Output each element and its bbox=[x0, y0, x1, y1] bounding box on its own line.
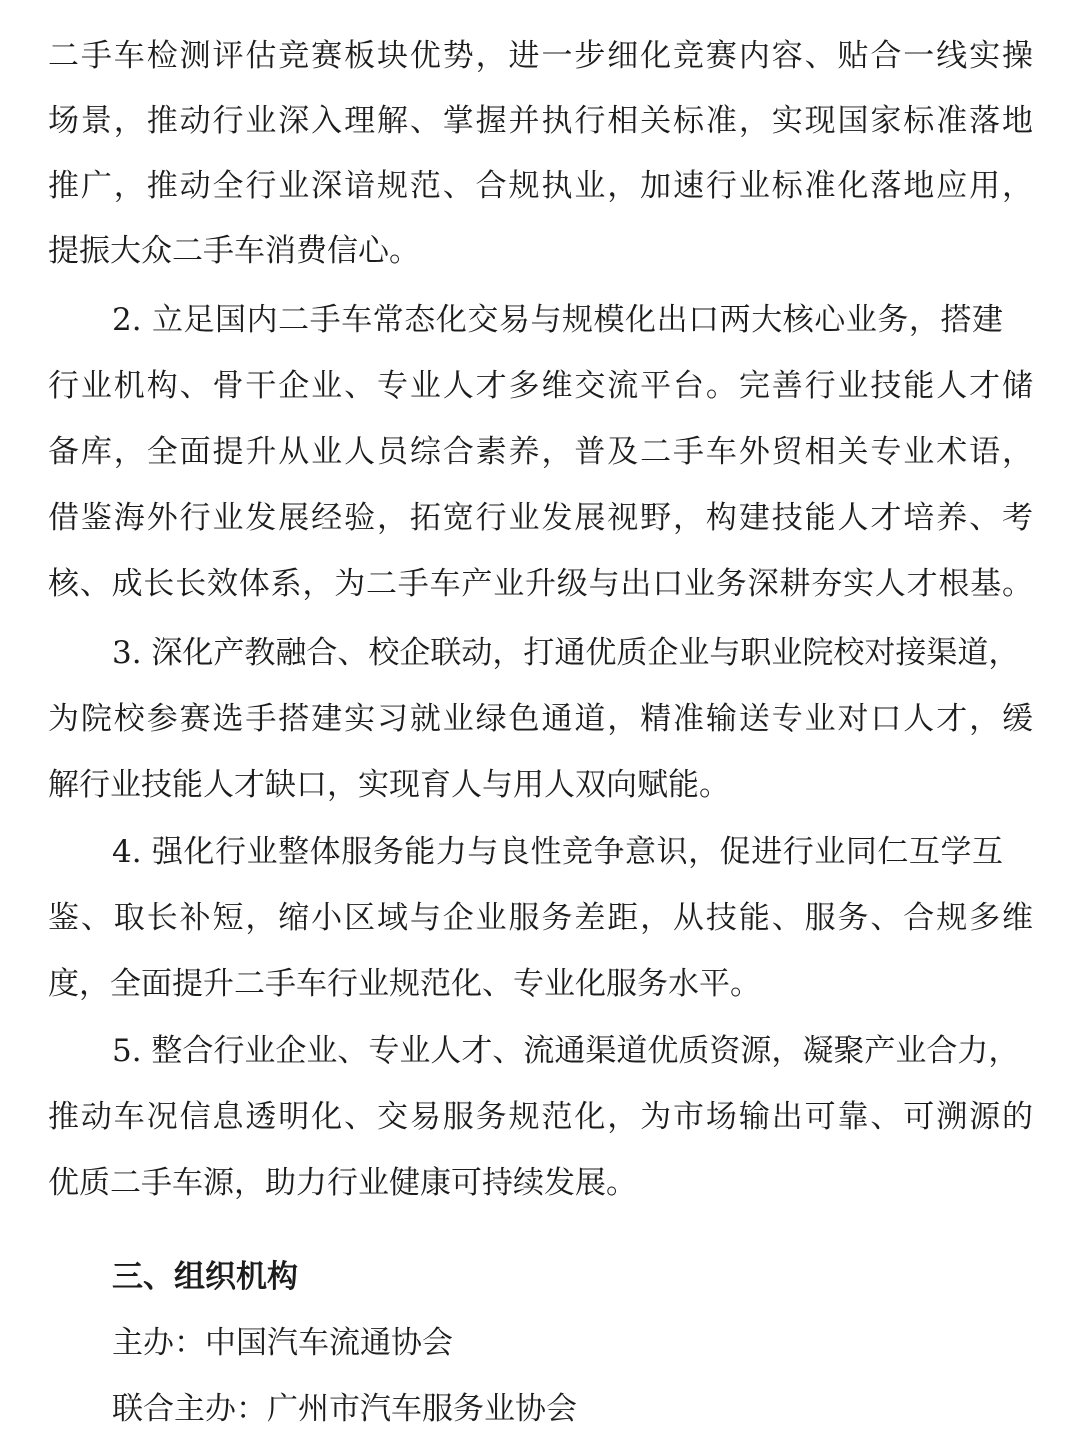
paragraph-line: 场景，推动行业深入理解、掌握并执行相关标准，实现国家标准落地 bbox=[48, 103, 1033, 139]
co-organizer-line: 联合主办：广州市汽车服务业协会 bbox=[112, 1391, 577, 1427]
paragraph-line: 鉴、取长补短，缩小区域与企业服务差距，从技能、服务、合规多维 bbox=[48, 900, 1033, 936]
item-2-first-line: 2. 立足国内二手车常态化交易与规模化出口两大核心业务，搭建 bbox=[112, 302, 1003, 338]
paragraph-line: 提振大众二手车消费信心。 bbox=[48, 233, 420, 269]
paragraph-line: 推广，推动全行业深谙规范、合规执业，加速行业标准化落地应用， bbox=[48, 168, 1033, 204]
paragraph-line: 二手车检测评估竞赛板块优势，进一步细化竞赛内容、贴合一线实操 bbox=[48, 38, 1033, 74]
item-5-first-line: 5. 整合行业企业、专业人才、流通渠道优质资源，凝聚产业合力， bbox=[112, 1033, 1020, 1069]
paragraph-line: 备库，全面提升从业人员综合素养，普及二手车外贸相关专业术语， bbox=[48, 434, 1033, 470]
organizer-line: 主办：中国汽车流通协会 bbox=[112, 1325, 453, 1361]
paragraph-line: 行业机构、骨干企业、专业人才多维交流平台。完善行业技能人才储 bbox=[48, 368, 1033, 404]
section-heading: 三、组织机构 bbox=[112, 1259, 298, 1295]
item-4-first-line: 4. 强化行业整体服务能力与良性竞争意识，促进行业同仁互学互 bbox=[112, 834, 1003, 870]
paragraph-line: 借鉴海外行业发展经验，拓宽行业发展视野，构建技能人才培养、考 bbox=[48, 500, 1033, 536]
paragraph-line: 优质二手车源，助力行业健康可持续发展。 bbox=[48, 1165, 637, 1201]
paragraph-line: 解行业技能人才缺口，实现育人与用人双向赋能。 bbox=[48, 767, 730, 803]
paragraph-line: 度，全面提升二手车行业规范化、专业化服务水平。 bbox=[48, 966, 761, 1002]
paragraph-line: 推动车况信息透明化、交易服务规范化，为市场输出可靠、可溯源的 bbox=[48, 1099, 1033, 1135]
paragraph-line: 为院校参赛选手搭建实习就业绿色通道，精准输送专业对口人才，缓 bbox=[48, 701, 1033, 737]
item-3-first-line: 3. 深化产教融合、校企联动，打通优质企业与职业院校对接渠道， bbox=[112, 635, 1020, 671]
paragraph-line: 核、成长长效体系，为二手车产业升级与出口业务深耕夯实人才根基。 bbox=[48, 566, 1033, 602]
